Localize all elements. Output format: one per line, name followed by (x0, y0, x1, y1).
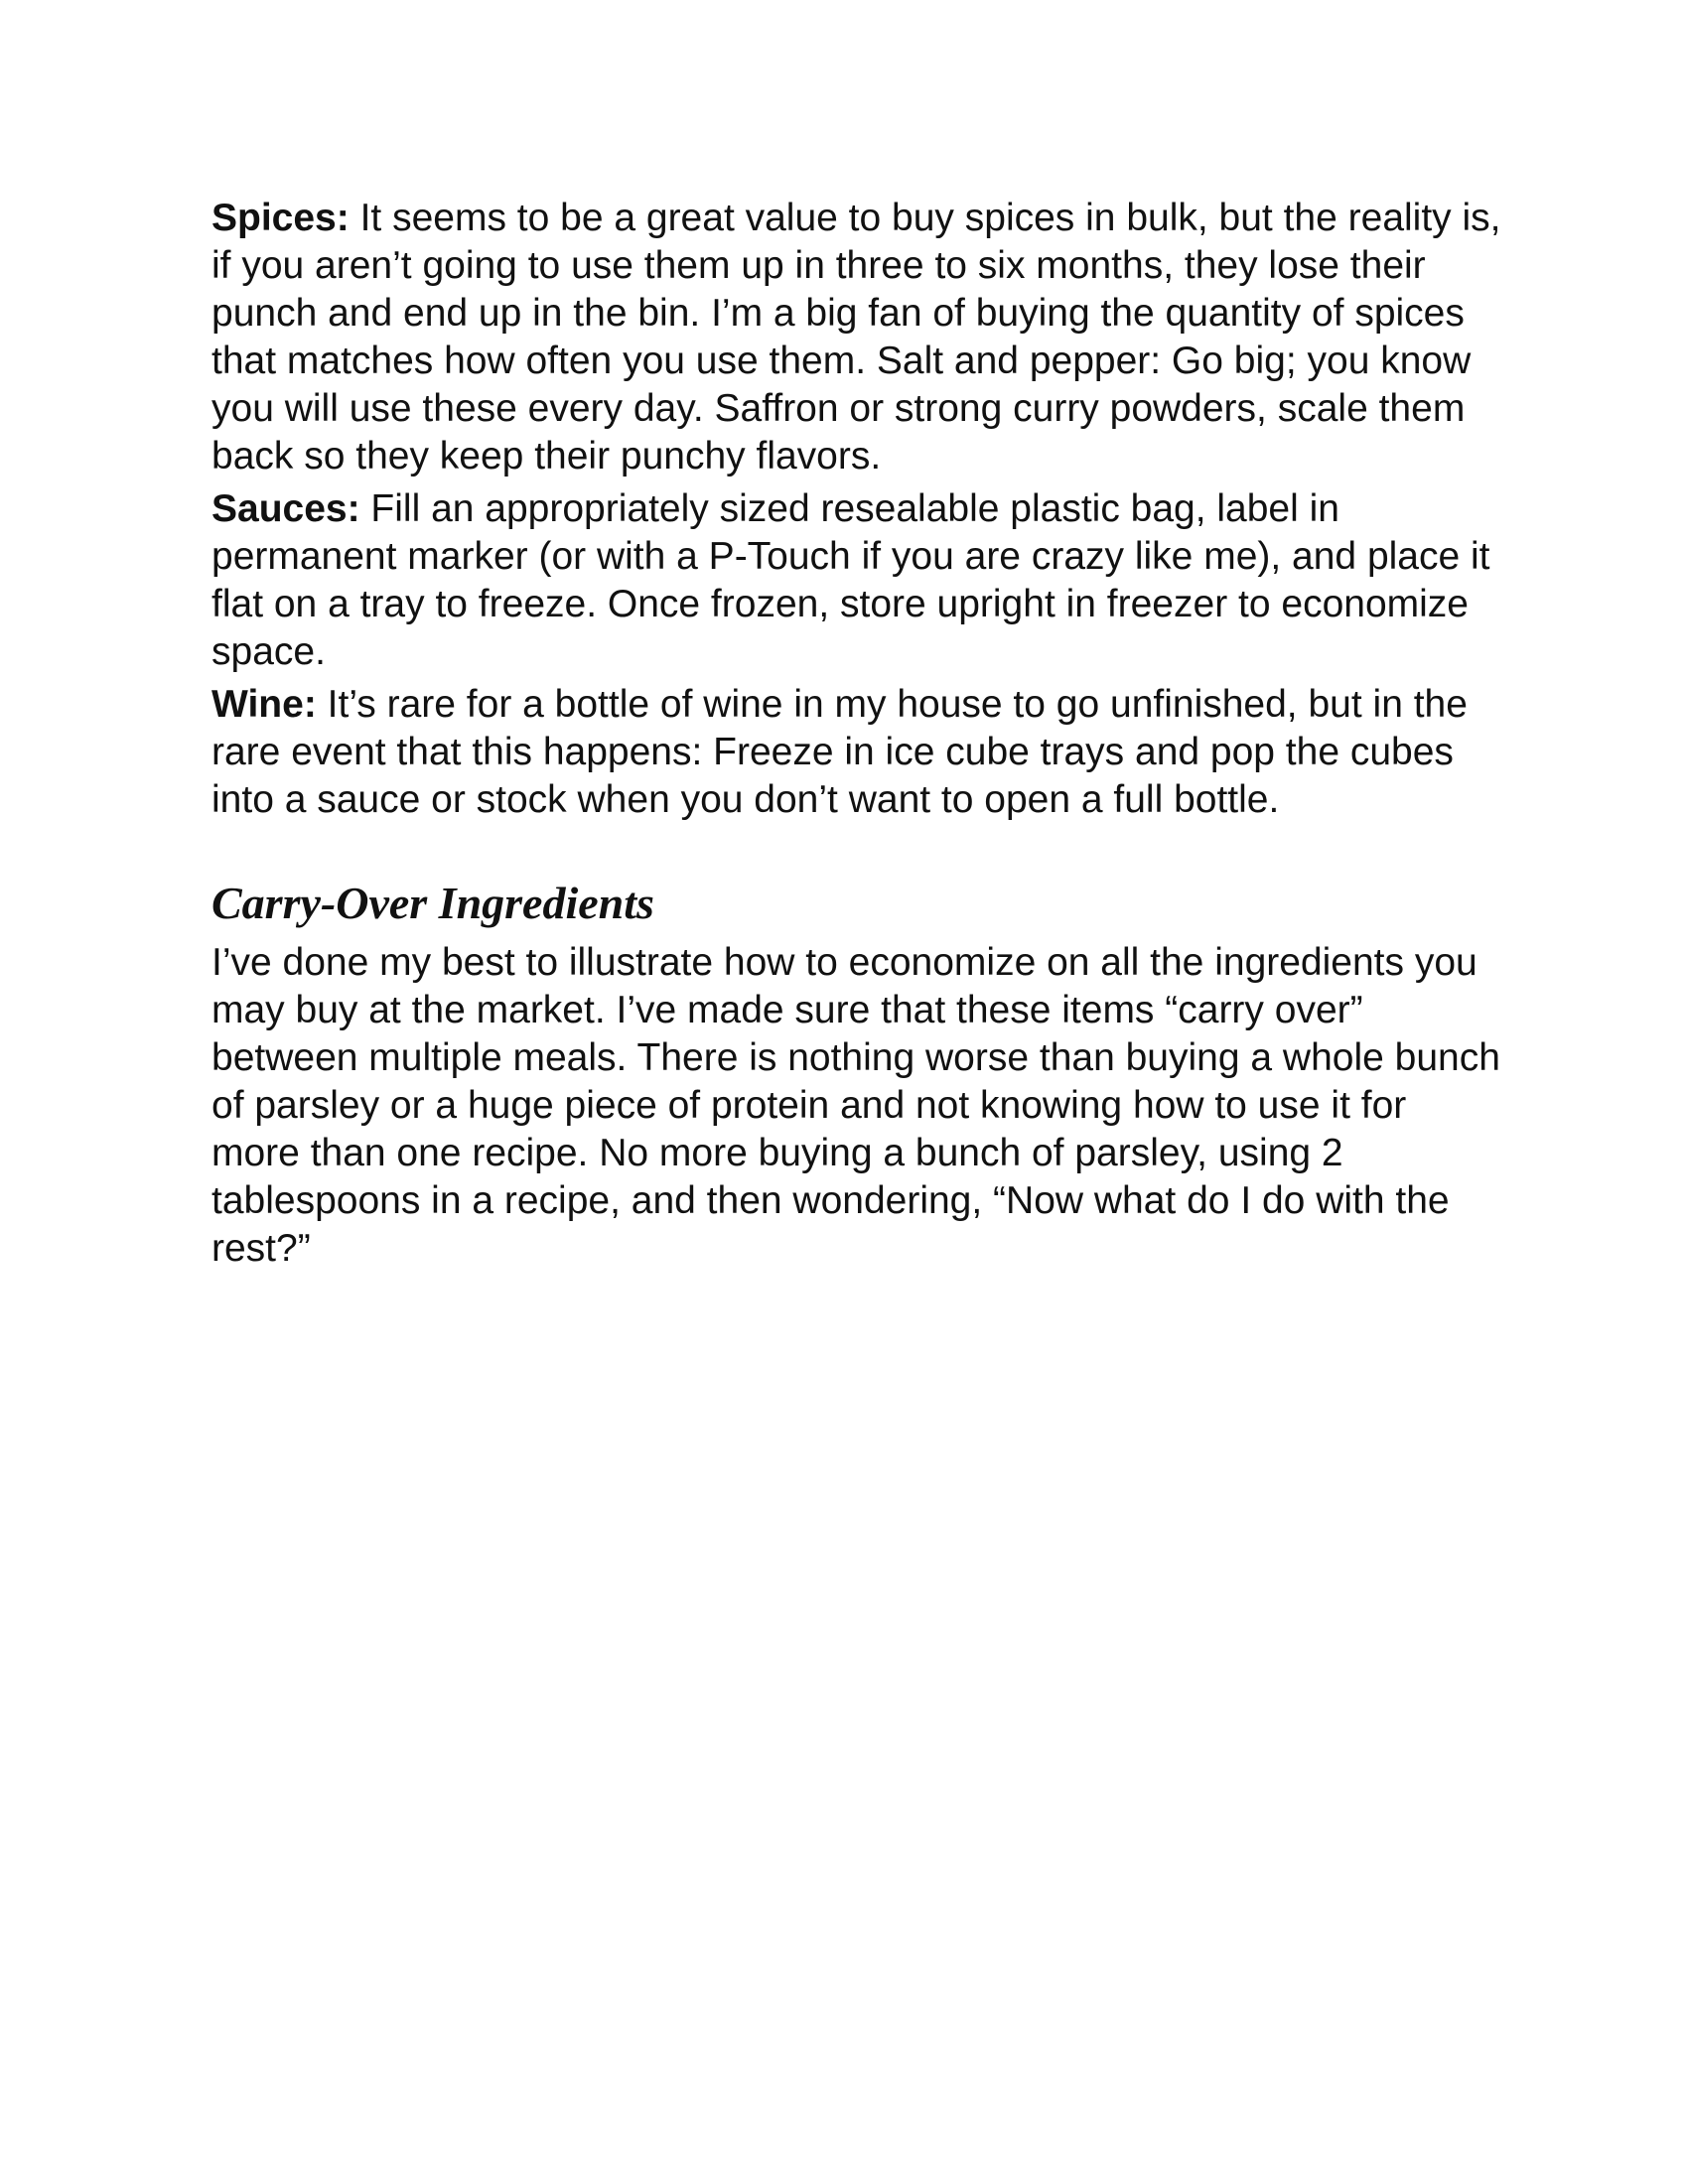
section-heading: Carry-Over Ingredients (211, 878, 654, 928)
sauces-paragraph (211, 485, 1502, 676)
spices-paragraph (211, 195, 1502, 480)
section-body: I’ve done my best to illustrate how to economize on all the ingredients you may buy at the market. I’ve made sure that these items “carry over” between multiple meals. There is nothing worse than buying a whole bunch of parsley or a huge piece of protein and not knowing how to use it for more than one recipe. No more buying a bunch of parsley, using 2 tablespoons in a recipe, and then wondering, “Now what do I do with the rest?” (211, 941, 1500, 1270)
spices-text: It seems to be a great value to buy spices in bulk, but the reality is, if you aren’t going to use them up in three to six months, they lose their punch and end up in the bin. I’m a big fan of buying the quantity of spices that matches how often you use them. Salt and pepper: Go big; you know you will use these every day. Saffron or strong curry powders, scale them back so they keep their punchy flavors. (211, 197, 1501, 478)
spices-term: Spices: (211, 197, 350, 239)
sauces-term: Sauces: (211, 487, 360, 530)
wine-paragraph (211, 681, 1502, 824)
wine-text: It’s rare for a bottle of wine in my house to go unfinished, but in the rare event that this happens: Freeze in ice cube trays and pop the cubes into a sauce or stock when you don’t want to open a full bottle. (211, 683, 1468, 821)
sauces-text: Fill an appropriately sized resealable plastic bag, label in permanent marker (or with a P-Touch if you are crazy like me), and place it flat on a tray to freeze. Once frozen, store upright in freezer to economize space. (211, 487, 1490, 673)
wine-term: Wine: (211, 683, 317, 726)
document-page (211, 195, 1502, 1273)
